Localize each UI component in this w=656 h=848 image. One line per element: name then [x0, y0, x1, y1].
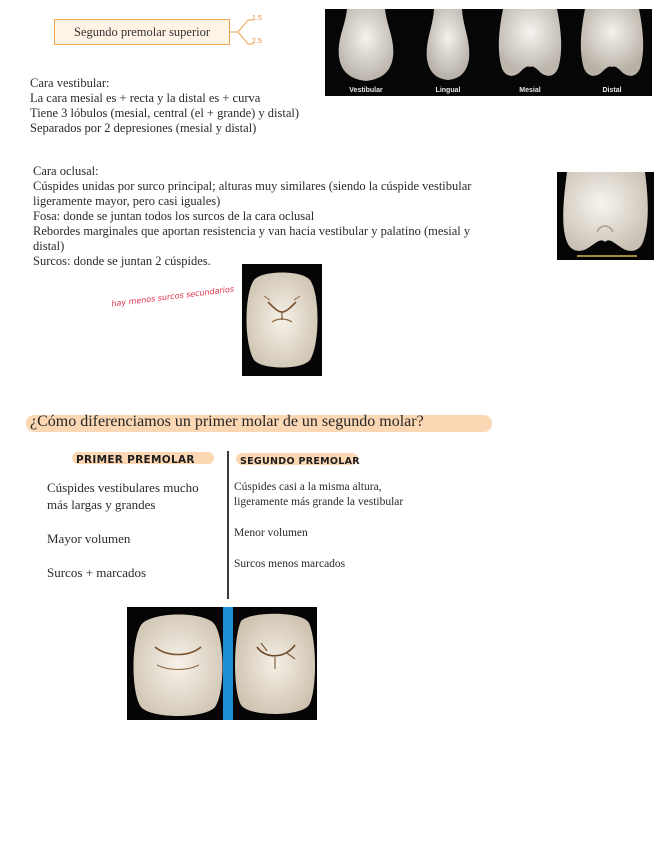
tooth-occlusal-photo: [242, 264, 322, 376]
right-item-line: Menor volumen: [234, 527, 308, 539]
left-item-line: Mayor volumen: [47, 531, 131, 546]
vestibular-section: [30, 76, 330, 136]
view-label-mesial: Mesial: [519, 87, 541, 94]
occlusal-line: ligeramente mayor, pero casi iguales): [33, 194, 221, 208]
occlusal-line: Fosa: donde se juntan todos los surcos de la cara oclusal: [33, 209, 315, 223]
vestibular-line: Separados por 2 depresiones (mesial y distal): [30, 121, 257, 135]
occlusal-line: Cúspides unidas por surco principal; alturas muy similares (siendo la cúspide vestibular: [33, 179, 472, 193]
column-divider: [227, 451, 229, 599]
left-item: [47, 479, 227, 513]
right-header-text: SEGUNDO PREMOLAR: [240, 456, 360, 467]
right-item-line: ligeramente más grande la vestibular: [234, 496, 404, 508]
tooth-side-photo: [557, 172, 654, 260]
right-item: [234, 526, 464, 541]
right-item-line: Surcos menos marcados: [234, 558, 346, 570]
view-distal: [571, 9, 653, 96]
right-item-line: Cúspides casi a la misma altura,: [234, 481, 382, 493]
right-item: [234, 557, 464, 572]
left-item-line: Surcos + marcados: [47, 565, 147, 580]
branch-bracket: [230, 14, 270, 50]
right-item: [234, 480, 464, 510]
left-item: [47, 564, 227, 581]
view-label-vestibular: Vestibular: [349, 87, 383, 94]
occlusal-line: Rebordes marginales que aportan resistencia y van hacia vestibular y palatino (mesial y: [33, 224, 471, 238]
occlusal-heading: Cara oclusal:: [33, 164, 99, 178]
left-item-line: Cúspides vestibulares mucho: [47, 480, 199, 495]
left-item: [47, 530, 227, 547]
vestibular-line: Tiene 3 lóbulos (mesial, central (el + grande) y distal): [30, 106, 300, 120]
comparison-question: [28, 412, 490, 432]
occlusal-line: Surcos: donde se juntan 2 cúspides.: [33, 254, 211, 268]
view-label-lingual: Lingual: [435, 87, 461, 94]
tooth-views-photo: [325, 9, 652, 96]
comparison-photo: [127, 607, 317, 720]
handwritten-note: hay menos surcos secundarios: [110, 284, 235, 309]
view-lingual: [407, 9, 489, 96]
vestibular-line: La cara mesial es + recta y la distal es + curva: [30, 91, 261, 105]
right-column-header: [240, 451, 360, 469]
question-text: ¿Cómo diferenciamos un primer molar de un segundo molar?: [30, 413, 424, 430]
view-mesial: [489, 9, 571, 96]
left-column-header: [76, 450, 195, 468]
title-text: Segundo premolar superior: [73, 24, 211, 39]
title-box: [54, 19, 230, 45]
vestibular-heading: Cara vestibular:: [30, 76, 110, 90]
left-header-text: PRIMER PREMOLAR: [76, 454, 195, 466]
view-label-distal: Distal: [602, 87, 622, 94]
branch-top-label: 1.5: [252, 15, 262, 22]
occlusal-line: distal): [33, 239, 65, 253]
view-vestibular: [325, 9, 407, 96]
occlusal-section: [33, 164, 558, 269]
branch-bottom-label: 2.5: [252, 38, 262, 45]
left-item-line: más largas y grandes: [47, 497, 156, 512]
